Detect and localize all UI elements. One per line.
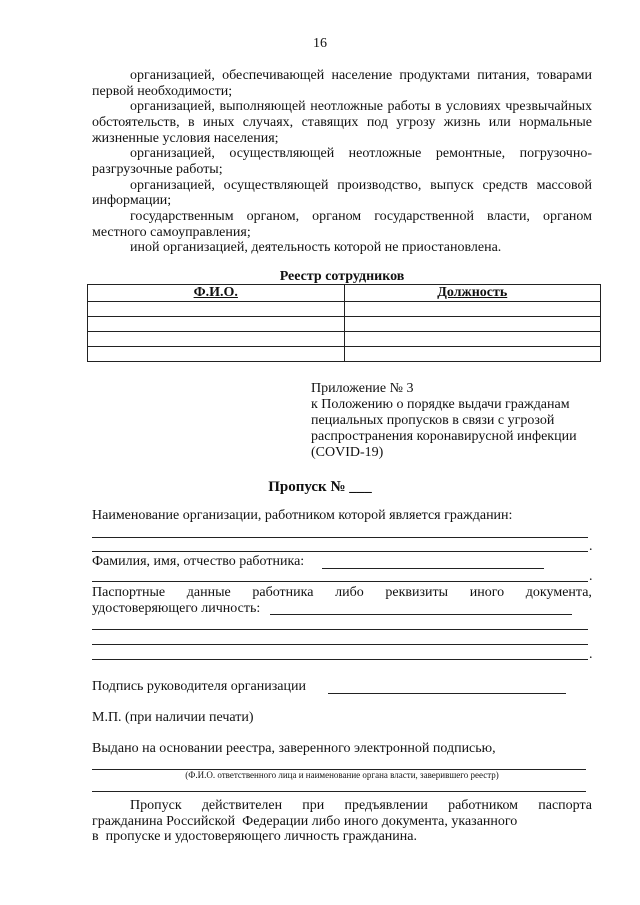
- table-cell: [344, 316, 601, 331]
- org-name-field-line[interactable]: [92, 551, 588, 552]
- appendix-line: распространения коронавирусной инфекции: [311, 429, 577, 445]
- word: реквизиты: [385, 585, 449, 600]
- appendix-note: [311, 381, 601, 461]
- table-header-row: [88, 285, 601, 302]
- line-end-dot: .: [589, 569, 593, 584]
- word: работником: [448, 798, 519, 813]
- table-cell: [344, 346, 601, 361]
- org-name-field-line[interactable]: [92, 537, 588, 538]
- table-cell: [88, 316, 345, 331]
- org-list-item: иной организацией, деятельность которой не приостановлена.: [130, 240, 502, 256]
- word: предъявлении: [344, 798, 428, 813]
- org-name-label: Наименование организации, работником которой является гражданин:: [92, 508, 513, 523]
- table-row: [88, 346, 601, 361]
- word: иного: [469, 585, 505, 600]
- passport-field-line[interactable]: [270, 614, 572, 615]
- registry-table: [87, 284, 601, 362]
- org-list-item: организацией, осуществляющей производство, выпуск средств массовой информации;: [92, 177, 592, 209]
- table-row: [88, 301, 601, 316]
- validity-line: [92, 798, 592, 814]
- stamp-label: М.П. (при наличии печати): [92, 710, 254, 725]
- word: Пропуск: [130, 798, 182, 813]
- validity-line: в пропуске и удостоверяющего личность гражданина.: [92, 829, 417, 845]
- column-header-fio: Ф.И.О.: [88, 285, 345, 302]
- signature-label: Подпись руководителя организации: [92, 679, 306, 694]
- fio-field-line[interactable]: [92, 581, 588, 582]
- word: либо: [335, 585, 364, 600]
- passport-field-line[interactable]: [92, 659, 588, 660]
- table-cell: [88, 331, 345, 346]
- table-cell: [344, 331, 601, 346]
- appendix-line: к Положению о порядке выдачи гражданам: [311, 397, 570, 413]
- column-header-position: Должность: [344, 285, 601, 302]
- word: действителен: [201, 798, 283, 813]
- word: паспорта: [538, 798, 592, 813]
- fio-field-line[interactable]: [322, 568, 544, 569]
- table-row: [88, 316, 601, 331]
- word: при: [302, 798, 325, 813]
- page-number: 16: [313, 36, 327, 51]
- signature-field-line[interactable]: [328, 693, 566, 694]
- registry-title: Реестр сотрудников: [279, 269, 405, 284]
- passport-label-line: [92, 585, 592, 601]
- table-cell: [344, 301, 601, 316]
- appendix-line: Приложение № 3: [311, 381, 414, 396]
- appendix-line: пециальных пропусков в связи с угрозой: [311, 413, 555, 429]
- appendix-line: (COVID-19): [311, 445, 384, 461]
- pass-title: Пропуск № ___: [268, 479, 372, 495]
- passport-label: [92, 585, 592, 616]
- validity-line: гражданина Российской Федерации либо иного документа, указанного: [92, 813, 518, 829]
- passport-label-line: удостоверяющего личность:: [92, 600, 261, 616]
- org-list-item: организацией, выполняющей неотложные работы в условиях чрезвычайных обстоятельств, в иных случаях, ставящих под угрозу жизнь или нормальные жизненные условия населения;: [92, 99, 592, 146]
- org-list-item: организацией, обеспечивающей население продуктами питания, товарами первой необходимости;: [92, 68, 592, 99]
- word: Паспортные: [92, 585, 166, 600]
- line-end-dot: .: [589, 647, 593, 662]
- organization-list: [92, 68, 592, 256]
- line-end-dot: .: [589, 539, 593, 554]
- org-list-item: государственным органом, органом государственной власти, органом местного самоуправления;: [92, 209, 592, 240]
- issued-caption: (Ф.И.О. ответственного лица и наименование органа власти, заверившего реестр): [185, 770, 499, 780]
- issued-label: Выдано на основании реестра, заверенного электронной подписью,: [92, 741, 496, 756]
- issued-field-line[interactable]: [92, 791, 586, 792]
- word: данные: [186, 585, 231, 600]
- table-cell: [88, 301, 345, 316]
- passport-field-line[interactable]: [92, 629, 588, 630]
- org-list-item: организацией, осуществляющей неотложные ремонтные, погрузочно-разгрузочные работы;: [92, 146, 592, 178]
- validity-paragraph: [92, 798, 592, 845]
- word: документа,: [525, 585, 592, 600]
- fio-label: Фамилия, имя, отчество работника:: [92, 554, 305, 569]
- table-cell: [88, 346, 345, 361]
- word: работника: [252, 585, 314, 600]
- passport-field-line[interactable]: [92, 644, 588, 645]
- table-row: [88, 331, 601, 346]
